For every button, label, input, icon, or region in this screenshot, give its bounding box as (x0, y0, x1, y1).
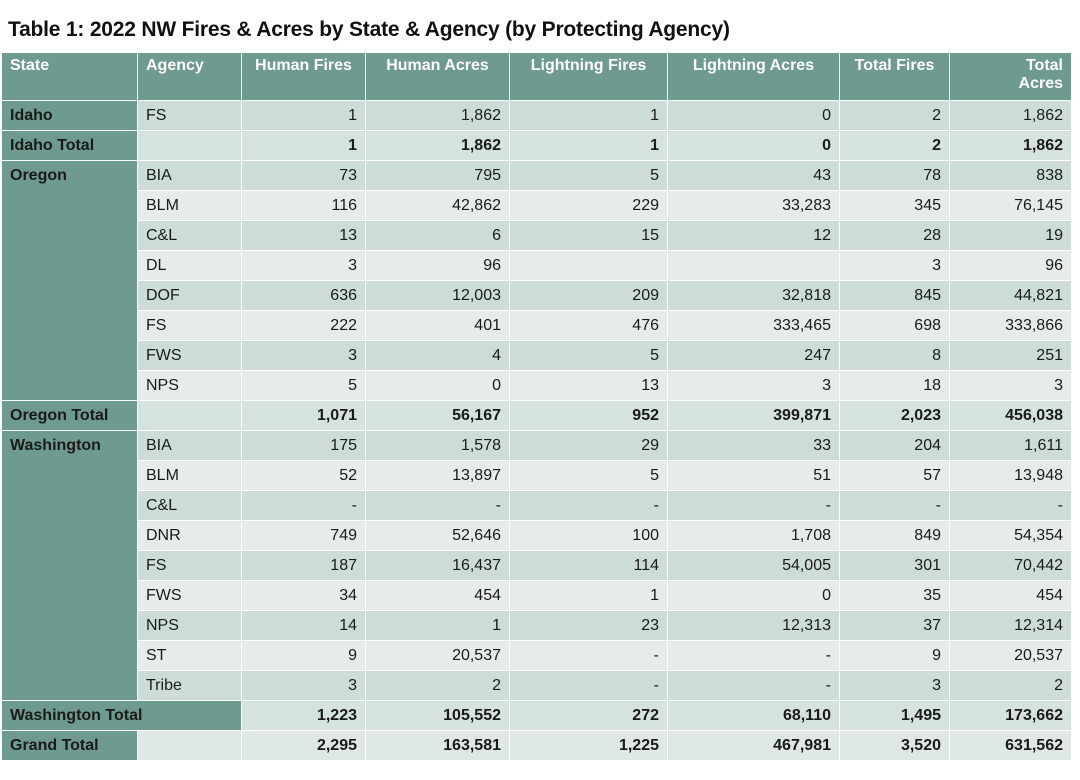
lightning-acres-cell (668, 251, 840, 281)
total-acres-cell: 19 (950, 221, 1072, 251)
agency-cell: FWS (138, 341, 242, 371)
human-fires-cell: - (242, 491, 366, 521)
total-acres-cell: - (950, 491, 1072, 521)
total-acres-cell: 838 (950, 161, 1072, 191)
agency-cell: BLM (138, 191, 242, 221)
agency-cell: DNR (138, 521, 242, 551)
total-fires-cell: 9 (840, 641, 950, 671)
table-row (2, 581, 1072, 611)
total-fires-cell: 3,520 (840, 731, 950, 761)
header-lightning-fires: Lightning Fires (510, 53, 668, 101)
total-fires-cell: 301 (840, 551, 950, 581)
lightning-acres-cell: 333,465 (668, 311, 840, 341)
lightning-fires-cell: 209 (510, 281, 668, 311)
lightning-acres-cell: - (668, 641, 840, 671)
agency-cell: FWS (138, 581, 242, 611)
total-acres-cell: 54,354 (950, 521, 1072, 551)
total-fires-cell: 2 (840, 101, 950, 131)
lightning-fires-cell: 1 (510, 131, 668, 161)
total-fires-cell: 845 (840, 281, 950, 311)
total-acres-cell: 1,862 (950, 101, 1072, 131)
header-row (2, 53, 1072, 101)
table-row (2, 461, 1072, 491)
human-fires-cell: 636 (242, 281, 366, 311)
human-acres-cell: 42,862 (366, 191, 510, 221)
table-row (2, 161, 1072, 191)
total-acres-cell: 3 (950, 371, 1072, 401)
human-acres-cell: 1,862 (366, 101, 510, 131)
agency-cell: DL (138, 251, 242, 281)
lightning-fires-cell: 13 (510, 371, 668, 401)
table-row (2, 341, 1072, 371)
lightning-fires-cell: 1,225 (510, 731, 668, 761)
header-human-acres: Human Acres (366, 53, 510, 101)
human-fires-cell: 1,071 (242, 401, 366, 431)
human-acres-cell: - (366, 491, 510, 521)
table-row (2, 611, 1072, 641)
lightning-fires-cell: - (510, 491, 668, 521)
lightning-fires-cell: 1 (510, 101, 668, 131)
human-fires-cell: 2,295 (242, 731, 366, 761)
total-fires-cell: 204 (840, 431, 950, 461)
table-row (2, 371, 1072, 401)
agency-cell: ST (138, 641, 242, 671)
table-row (2, 491, 1072, 521)
lightning-acres-cell: 0 (668, 131, 840, 161)
human-fires-cell: 9 (242, 641, 366, 671)
table-row-subtotal (2, 131, 1072, 161)
lightning-acres-cell: 399,871 (668, 401, 840, 431)
lightning-acres-cell: 12,313 (668, 611, 840, 641)
lightning-acres-cell: 51 (668, 461, 840, 491)
total-fires-cell: 8 (840, 341, 950, 371)
fires-acres-table (1, 52, 1072, 761)
agency-cell: NPS (138, 611, 242, 641)
human-fires-cell: 222 (242, 311, 366, 341)
human-fires-cell: 1,223 (242, 701, 366, 731)
lightning-fires-cell (510, 251, 668, 281)
header-total-acres-line2: Acres (1018, 75, 1063, 92)
human-fires-cell: 5 (242, 371, 366, 401)
human-acres-cell: 0 (366, 371, 510, 401)
lightning-acres-cell: - (668, 671, 840, 701)
total-acres-cell: 13,948 (950, 461, 1072, 491)
human-acres-cell: 12,003 (366, 281, 510, 311)
total-acres-cell: 20,537 (950, 641, 1072, 671)
lightning-fires-cell: 29 (510, 431, 668, 461)
human-fires-cell: 175 (242, 431, 366, 461)
header-total-fires: Total Fires (840, 53, 950, 101)
human-acres-cell: 52,646 (366, 521, 510, 551)
lightning-acres-cell: 0 (668, 581, 840, 611)
lightning-acres-cell: - (668, 491, 840, 521)
total-fires-cell: - (840, 491, 950, 521)
total-acres-cell: 333,866 (950, 311, 1072, 341)
agency-cell (138, 131, 242, 161)
total-acres-cell: 12,314 (950, 611, 1072, 641)
table-row (2, 281, 1072, 311)
human-acres-cell: 795 (366, 161, 510, 191)
total-acres-cell: 76,145 (950, 191, 1072, 221)
lightning-fires-cell: 15 (510, 221, 668, 251)
lightning-acres-cell: 33 (668, 431, 840, 461)
lightning-fires-cell: 5 (510, 161, 668, 191)
header-agency: Agency (138, 53, 242, 101)
total-fires-cell: 57 (840, 461, 950, 491)
agency-cell: Tribe (138, 671, 242, 701)
total-acres-cell: 96 (950, 251, 1072, 281)
lightning-acres-cell: 3 (668, 371, 840, 401)
human-acres-cell: 163,581 (366, 731, 510, 761)
table-row (2, 551, 1072, 581)
agency-cell: C&L (138, 491, 242, 521)
state-cell: Oregon Total (2, 401, 138, 431)
lightning-fires-cell: 23 (510, 611, 668, 641)
human-fires-cell: 13 (242, 221, 366, 251)
total-acres-cell: 456,038 (950, 401, 1072, 431)
agency-cell: BLM (138, 461, 242, 491)
lightning-fires-cell: 1 (510, 581, 668, 611)
human-acres-cell: 20,537 (366, 641, 510, 671)
lightning-acres-cell: 32,818 (668, 281, 840, 311)
human-fires-cell: 3 (242, 341, 366, 371)
table-row (2, 101, 1072, 131)
lightning-acres-cell: 247 (668, 341, 840, 371)
human-acres-cell: 2 (366, 671, 510, 701)
total-fires-cell: 3 (840, 671, 950, 701)
total-acres-cell: 173,662 (950, 701, 1072, 731)
agency-cell: FS (138, 551, 242, 581)
lightning-acres-cell: 12 (668, 221, 840, 251)
human-fires-cell: 116 (242, 191, 366, 221)
agency-cell (138, 401, 242, 431)
human-fires-cell: 187 (242, 551, 366, 581)
human-acres-cell: 56,167 (366, 401, 510, 431)
lightning-acres-cell: 0 (668, 101, 840, 131)
agency-cell: DOF (138, 281, 242, 311)
agency-cell: BIA (138, 161, 242, 191)
lightning-acres-cell: 43 (668, 161, 840, 191)
state-cell: Grand Total (2, 731, 138, 761)
total-fires-cell: 3 (840, 251, 950, 281)
table-row (2, 311, 1072, 341)
lightning-fires-cell: 952 (510, 401, 668, 431)
total-fires-cell: 345 (840, 191, 950, 221)
total-acres-cell: 251 (950, 341, 1072, 371)
lightning-acres-cell: 467,981 (668, 731, 840, 761)
human-acres-cell: 16,437 (366, 551, 510, 581)
total-acres-cell: 2 (950, 671, 1072, 701)
lightning-fires-cell: 114 (510, 551, 668, 581)
human-fires-cell: 3 (242, 251, 366, 281)
table-row-subtotal (2, 401, 1072, 431)
human-fires-cell: 1 (242, 131, 366, 161)
agency-cell: FS (138, 311, 242, 341)
header-lightning-acres: Lightning Acres (668, 53, 840, 101)
total-fires-cell: 78 (840, 161, 950, 191)
total-fires-cell: 849 (840, 521, 950, 551)
human-acres-cell: 1,862 (366, 131, 510, 161)
header-state: State (2, 53, 138, 101)
lightning-fires-cell: - (510, 671, 668, 701)
total-fires-cell: 2,023 (840, 401, 950, 431)
state-cell: Idaho Total (2, 131, 138, 161)
agency-cell: FS (138, 101, 242, 131)
table-row (2, 641, 1072, 671)
table-row (2, 671, 1072, 701)
human-acres-cell: 4 (366, 341, 510, 371)
total-fires-cell: 698 (840, 311, 950, 341)
total-fires-cell: 2 (840, 131, 950, 161)
human-acres-cell: 6 (366, 221, 510, 251)
table-row (2, 521, 1072, 551)
table-row (2, 251, 1072, 281)
human-fires-cell: 1 (242, 101, 366, 131)
agency-cell (138, 731, 242, 761)
table-row (2, 221, 1072, 251)
lightning-acres-cell: 54,005 (668, 551, 840, 581)
lightning-acres-cell: 33,283 (668, 191, 840, 221)
lightning-fires-cell: 5 (510, 461, 668, 491)
human-acres-cell: 1,578 (366, 431, 510, 461)
human-fires-cell: 52 (242, 461, 366, 491)
table-row (2, 191, 1072, 221)
total-acres-cell: 454 (950, 581, 1072, 611)
lightning-acres-cell: 68,110 (668, 701, 840, 731)
state-cell: Oregon (2, 161, 138, 401)
table-row-subtotal (2, 701, 1072, 731)
total-acres-cell: 70,442 (950, 551, 1072, 581)
agency-cell: BIA (138, 431, 242, 461)
header-total-acres-line1: Total (1025, 57, 1063, 74)
header-total-acres (950, 53, 1072, 101)
agency-cell: NPS (138, 371, 242, 401)
total-fires-cell: 35 (840, 581, 950, 611)
state-cell: Washington (2, 431, 138, 701)
lightning-fires-cell: 100 (510, 521, 668, 551)
lightning-fires-cell: - (510, 641, 668, 671)
total-acres-cell: 44,821 (950, 281, 1072, 311)
lightning-fires-cell: 5 (510, 341, 668, 371)
human-fires-cell: 34 (242, 581, 366, 611)
total-fires-cell: 28 (840, 221, 950, 251)
human-fires-cell: 14 (242, 611, 366, 641)
header-human-fires: Human Fires (242, 53, 366, 101)
total-fires-cell: 18 (840, 371, 950, 401)
total-fires-cell: 37 (840, 611, 950, 641)
human-acres-cell: 454 (366, 581, 510, 611)
human-acres-cell: 401 (366, 311, 510, 341)
human-fires-cell: 73 (242, 161, 366, 191)
total-acres-cell: 1,862 (950, 131, 1072, 161)
human-fires-cell: 749 (242, 521, 366, 551)
agency-cell: C&L (138, 221, 242, 251)
lightning-fires-cell: 476 (510, 311, 668, 341)
state-cell: Idaho (2, 101, 138, 131)
lightning-fires-cell: 229 (510, 191, 668, 221)
total-fires-cell: 1,495 (840, 701, 950, 731)
table-row-grand-total (2, 731, 1072, 761)
human-fires-cell: 3 (242, 671, 366, 701)
total-acres-cell: 631,562 (950, 731, 1072, 761)
lightning-acres-cell: 1,708 (668, 521, 840, 551)
human-acres-cell: 105,552 (366, 701, 510, 731)
lightning-fires-cell: 272 (510, 701, 668, 731)
human-acres-cell: 13,897 (366, 461, 510, 491)
table-row (2, 431, 1072, 461)
total-acres-cell: 1,611 (950, 431, 1072, 461)
human-acres-cell: 1 (366, 611, 510, 641)
state-cell: Washington Total (2, 701, 242, 731)
table-title: Table 1: 2022 NW Fires & Acres by State & Agency (by Protecting Agency) (8, 18, 730, 41)
human-acres-cell: 96 (366, 251, 510, 281)
